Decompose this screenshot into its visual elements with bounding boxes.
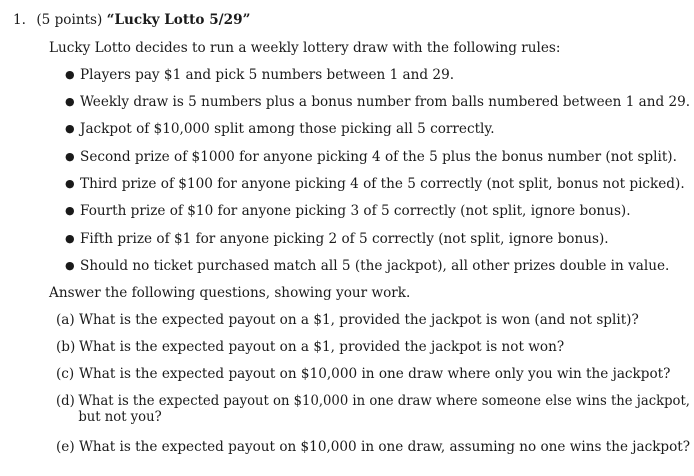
rule-text: Should no ticket purchased match all 5 (the jackpot), all other prizes double in value.: [80, 258, 670, 274]
question-text-continued: but not you?: [78, 409, 162, 425]
rule-item: [65, 149, 677, 165]
rule-text: Fourth prize of $10 for anyone picking 3 of 5 correctly (not split, ignore bonus).: [80, 203, 631, 219]
bullet-icon: ●: [65, 150, 75, 163]
question-text: What is the expected payout on a $1, provided the jackpot is won (and not split)?: [79, 312, 639, 328]
question-item: [56, 312, 639, 328]
bullet-icon: ●: [65, 177, 75, 190]
question-text: What is the expected payout on a $1, provided the jackpot is not won?: [79, 339, 565, 355]
question-text: What is the expected payout on $10,000 in one draw where only you win the jackpot?: [79, 366, 671, 382]
bullet-icon: ●: [65, 204, 75, 217]
bullet-icon: ●: [65, 259, 75, 272]
question-item: [56, 393, 690, 425]
problem-points: (5 points): [36, 12, 103, 28]
question-item: [56, 439, 690, 455]
problem-heading: [13, 12, 250, 28]
problem-intro: Lucky Lotto decides to run a weekly lottery draw with the following rules:: [49, 40, 561, 56]
rule-text: Fifth prize of $1 for anyone picking 2 of 5 correctly (not split, ignore bonus).: [80, 231, 609, 247]
rule-text: Weekly draw is 5 numbers plus a bonus number from balls numbered between 1 and 29.: [79, 94, 691, 110]
rule-item: [65, 67, 454, 83]
bullet-icon: ●: [65, 95, 75, 108]
rule-item: [65, 258, 669, 274]
rule-text: Third prize of $100 for anyone picking 4 of the 5 correctly (not split, bonus not picked).: [80, 176, 685, 192]
rule-text: Players pay $1 and pick 5 numbers between 1 and 29.: [80, 67, 455, 83]
rule-text: Jackpot of $10,000 split among those picking all 5 correctly.: [80, 121, 495, 137]
question-item: [56, 339, 564, 355]
problem-number: 1.: [13, 12, 26, 28]
question-text: What is the expected payout on $10,000 in one draw, assuming no one wins the jackpot?: [78, 439, 691, 455]
rule-item: [65, 176, 685, 192]
question-text: What is the expected payout on $10,000 in one draw where someone else wins the jackpot,: [78, 393, 691, 409]
question-label: (d): [56, 393, 75, 409]
rule-item: [65, 94, 690, 110]
answer-instructions: Answer the following questions, showing your work.: [49, 285, 411, 301]
question-label: (b): [56, 339, 76, 355]
question-label: (c): [56, 366, 75, 382]
question-label: (e): [56, 439, 75, 455]
problem-title: “Lucky Lotto 5/29”: [106, 12, 251, 28]
rule-text: Second prize of $1000 for anyone picking 4 of the 5 plus the bonus number (not split).: [80, 149, 677, 165]
question-item: [56, 366, 670, 382]
bullet-icon: ●: [65, 122, 75, 135]
rule-item: [65, 231, 609, 247]
bullet-icon: ●: [65, 232, 75, 245]
question-label: (a): [56, 312, 75, 328]
rule-item: [65, 203, 631, 219]
rule-item: [65, 121, 495, 137]
bullet-icon: ●: [65, 68, 75, 81]
